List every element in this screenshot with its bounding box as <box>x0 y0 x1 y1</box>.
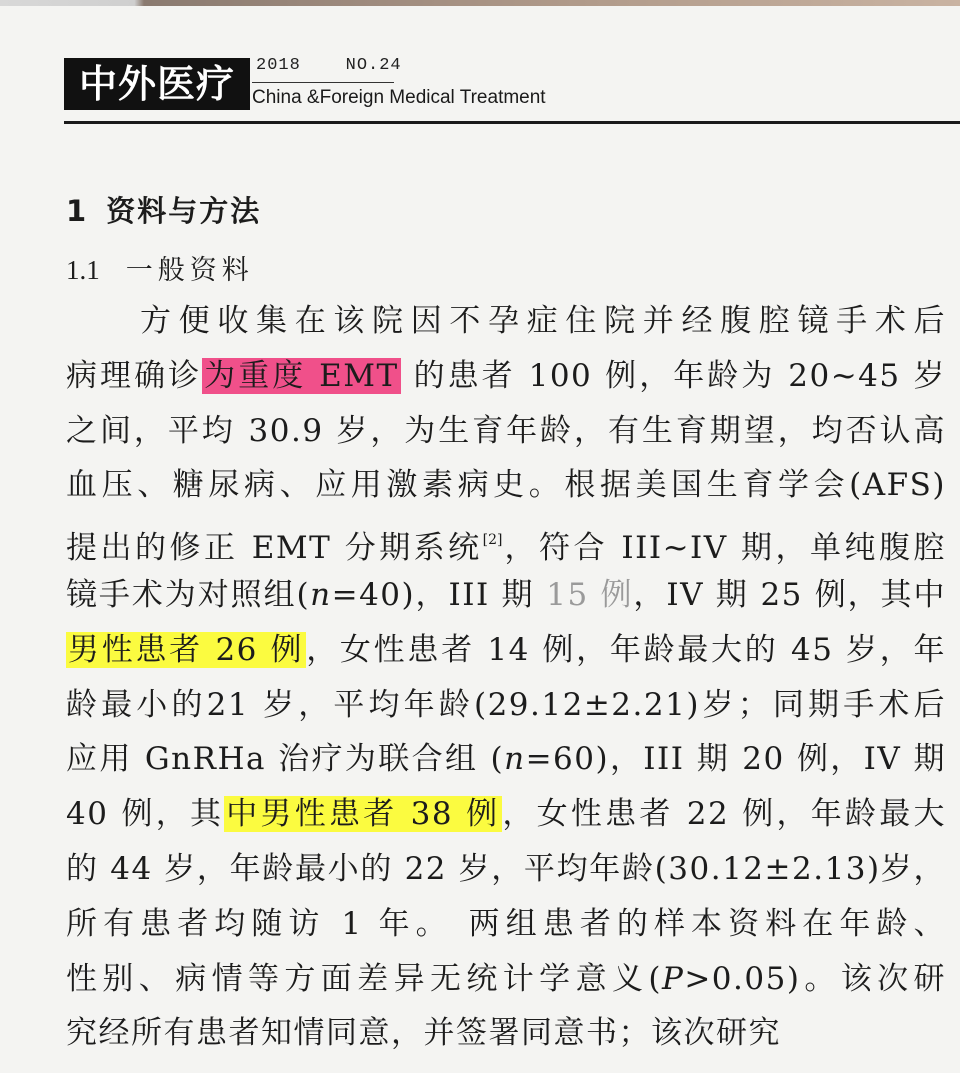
body-paragraph <box>66 294 946 1061</box>
text-run: 提出的修正 EMT 分期系统 <box>66 530 483 567</box>
issue-underline <box>252 82 394 83</box>
section-title: 资料与方法 <box>106 194 262 228</box>
text-line <box>66 623 946 678</box>
subsection-number: 1.1 <box>66 255 100 285</box>
text-run: 之间，平均 30.9 岁，为生育年龄，有生育期望，均否认高 <box>66 412 946 449</box>
text-run: 究经所有患者知情同意，并签署同意书；该次研究 <box>66 1015 781 1052</box>
text-run: 所有患者均随访 1 年。 两组患者的样本资料在年龄、 <box>66 905 946 942</box>
text-run: 的 44 岁，年龄最小的 22 岁，平均年龄(30.12±2.13)岁， <box>66 850 946 887</box>
italic-variable: n <box>504 741 526 778</box>
text-line <box>66 404 946 459</box>
issue-number: 2018 NO.24 <box>256 56 402 75</box>
text-run: 方便收集在该院因不孕症住院并经腹腔镜手术后 <box>140 303 946 339</box>
text-run: 的患者 100 例，年龄为 20~45 岁 <box>400 357 947 394</box>
italic-variable: n <box>310 576 332 613</box>
text-run: 性别、病情等方面差异无统计学意义( <box>66 960 662 997</box>
text-line <box>66 787 946 842</box>
text-line <box>66 458 946 513</box>
text-line <box>66 568 946 623</box>
text-run: =40)，III 期 <box>331 576 547 613</box>
yellow-highlight: 男性患者 26 例 <box>68 631 305 668</box>
text-line <box>66 732 946 787</box>
text-line <box>66 294 946 349</box>
faded-text: 15 例 <box>546 576 634 613</box>
pink-highlight: 为重度 EMT <box>204 357 399 394</box>
header-rule <box>64 121 960 124</box>
text-run: >0.05)。该次研 <box>684 960 947 997</box>
text-line <box>66 1006 946 1061</box>
text-line <box>66 513 946 568</box>
journal-logo: 中外医疗 <box>64 58 250 110</box>
section-heading <box>66 189 261 230</box>
text-run: 40 例，其 <box>66 796 225 833</box>
text-run: ，女性患者 14 例，年龄最大的 45 岁，年 <box>306 631 946 668</box>
journal-english-title: China &Foreign Medical Treatment <box>252 87 546 108</box>
text-run: =60)，III 期 20 例，IV 期 <box>525 741 946 778</box>
text-run: 龄最小的21 岁，平均年龄(29.12±2.21)岁；同期手术后 <box>66 686 946 723</box>
text-line <box>66 678 946 733</box>
text-line <box>66 952 946 1007</box>
italic-variable: P <box>661 960 685 997</box>
text-run: 血压、糖尿病、应用激素病史。根据美国生育学会(AFS) <box>66 467 946 504</box>
text-run: 镜手术为对照组( <box>66 576 311 613</box>
citation-superscript: [2] <box>482 532 503 549</box>
top-edge-strip <box>0 0 960 6</box>
section-number: 1 <box>66 194 89 228</box>
text-run: ，女性患者 22 例，年龄最大 <box>502 796 946 833</box>
text-line <box>66 897 946 952</box>
subsection-heading <box>66 248 254 287</box>
journal-masthead <box>64 56 960 112</box>
text-run: 应用 GnRHa 治疗为联合组 ( <box>66 741 505 778</box>
subsection-title: 一般资料 <box>125 255 254 286</box>
text-line <box>66 349 946 404</box>
yellow-highlight: 中男性患者 38 例 <box>226 796 501 833</box>
text-run: 病理确诊 <box>66 357 203 394</box>
text-run: ，IV 期 25 例，其中 <box>633 576 946 613</box>
text-run: ，符合 III~IV 期，单纯腹腔 <box>502 530 946 567</box>
text-line <box>66 842 946 897</box>
